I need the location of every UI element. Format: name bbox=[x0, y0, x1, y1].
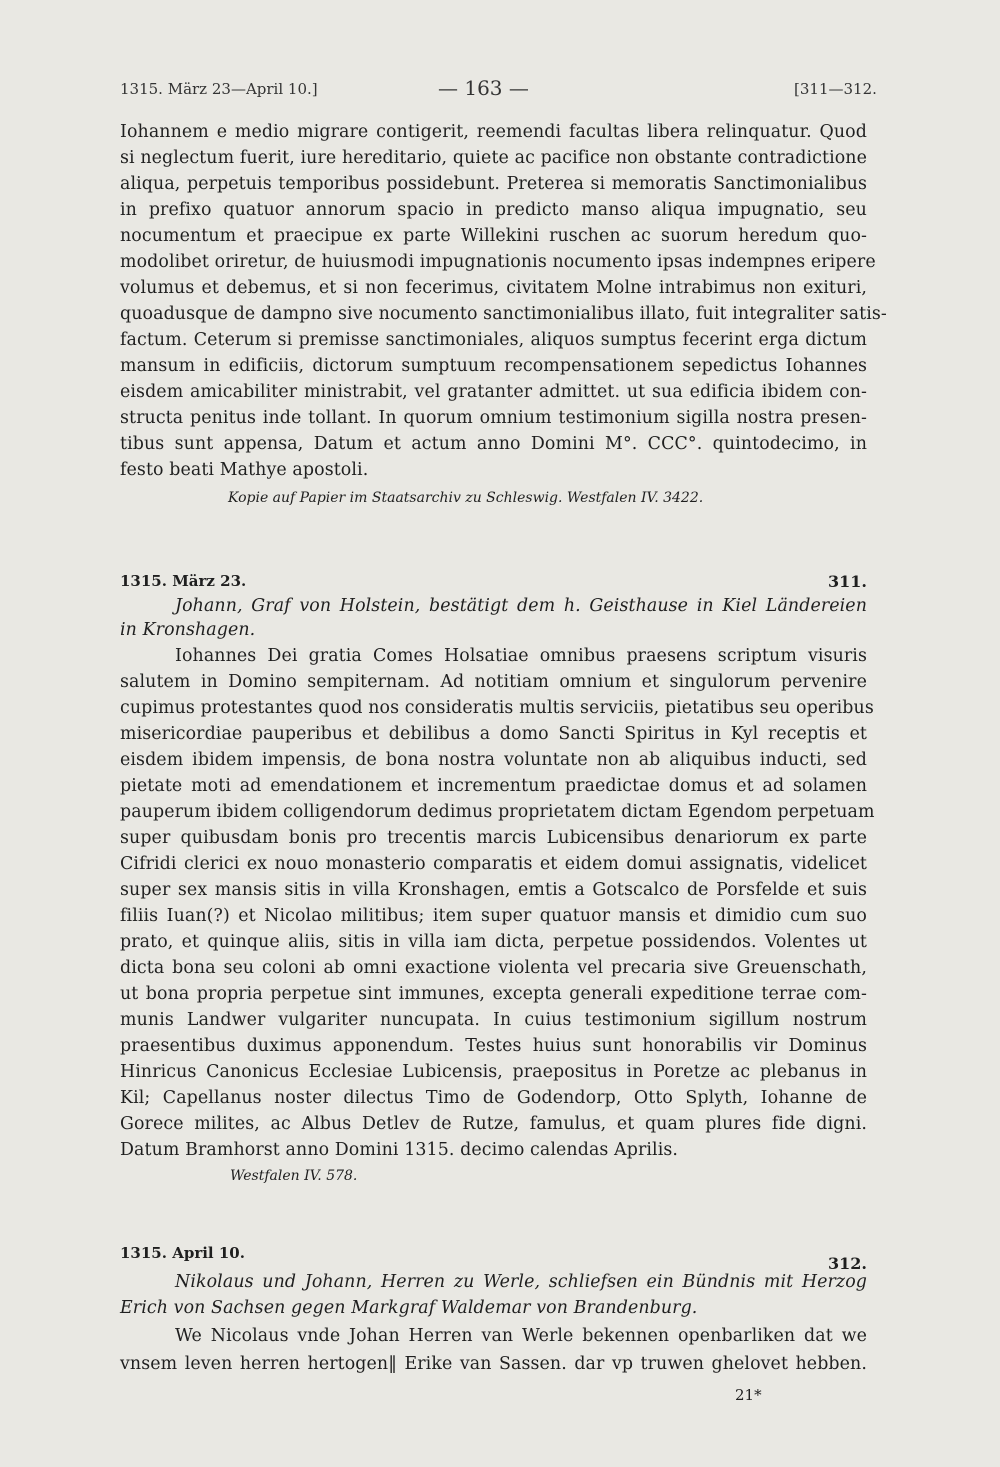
text-line: dicta bona seu coloni ab omni exactione violenta vel precaria sive Greuenschath, bbox=[120, 958, 867, 978]
entry-summary: in Kronshagen. bbox=[120, 620, 256, 640]
text-line: mansum in edificiis, dictorum sumptuum recompensationem sepedictus Iohannes bbox=[120, 356, 867, 376]
text-line: tibus sunt appensa, Datum et actum anno Domini M°. CCC°. quintodecimo, in bbox=[120, 434, 867, 454]
text-line: si neglectum fuerit, iure hereditario, quiete ac pacifice non obstante contradictione bbox=[120, 148, 867, 168]
source-note: Kopie auf Papier im Staatsarchiv zu Schleswig. Westfalen IV. 3422. bbox=[228, 490, 704, 506]
text-line: nocumentum et praecipue ex parte Willekini ruschen ac suorum heredum quo- bbox=[120, 226, 867, 246]
text-line: praesentibus duximus apponendum. Testes huius sunt honorabilis vir Dominus bbox=[120, 1036, 867, 1056]
text-line: Datum Bramhorst anno Domini 1315. decimo calendas Aprilis. bbox=[120, 1140, 679, 1160]
entry-summary: Erich von Sachsen gegen Markgraf Waldemar von Brandenburg. bbox=[120, 1298, 698, 1318]
text-line: Cifridi clerici ex nouo monasterio comparatis et eidem domui assignatis, videlicet bbox=[120, 854, 867, 874]
header-left: 1315. März 23—April 10.] bbox=[120, 80, 318, 98]
text-line: prato, et quinque aliis, sitis in villa iam dicta, perpetue possidendos. Volentes ut bbox=[120, 932, 867, 952]
text-line: in prefixo quatuor annorum spacio in predicto manso aliqua impugnatio, seu bbox=[120, 200, 867, 220]
entry-summary: Johann, Graf von Holstein, bestätigt dem h. Geisthause in Kiel Ländereien bbox=[175, 596, 867, 616]
text-line: filiis Iuan(?) et Nicolao militibus; item super quatuor mansis et dimidio cum suo bbox=[120, 906, 867, 926]
text-line: munis Landwer vulgariter nuncupata. In cuius testimonium sigillum nostrum bbox=[120, 1010, 867, 1030]
text-line: Iohannem e medio migrare contigerit, reemendi facultas libera relinquatur. Quod bbox=[120, 122, 867, 142]
header-right: [311—312. bbox=[794, 80, 877, 98]
text-line: Kil; Capellanus noster dilectus Timo de Godendorp, Otto Splyth, Iohanne de bbox=[120, 1088, 867, 1108]
text-line: We Nicolaus vnde Johan Herren van Werle bekennen openbarliken dat we bbox=[175, 1326, 867, 1346]
entry-number: 312. bbox=[828, 1254, 867, 1273]
entry-date: 1315. April 10. bbox=[120, 1244, 245, 1262]
entry-date: 1315. März 23. bbox=[120, 572, 247, 590]
text-line: eisdem amicabiliter ministrabit, vel gratanter admittet. ut sua edificia ibidem con- bbox=[120, 382, 867, 402]
text-line: festo beati Mathye apostoli. bbox=[120, 460, 369, 480]
text-line: salutem in Domino sempiternam. Ad notitiam omnium et singulorum pervenire bbox=[120, 672, 867, 692]
source-note: Westfalen IV. 578. bbox=[230, 1168, 358, 1184]
text-line: Gorece milites, ac Albus Detlev de Rutze, famulus, et quam plures fide digni. bbox=[120, 1114, 867, 1134]
text-line: aliqua, perpetuis temporibus possidebunt. Preterea si memoratis Sanctimonialibus bbox=[120, 174, 867, 194]
text-line: vnsem leven herren hertogen‖ Erike van Sassen. dar vp truwen ghelovet hebben. bbox=[120, 1354, 867, 1374]
signature-mark: 21* bbox=[735, 1386, 762, 1404]
page-number: — 163 — bbox=[438, 76, 529, 100]
entry-summary: Nikolaus und Johann, Herren zu Werle, schliefsen ein Bündnis mit Herzog bbox=[175, 1272, 867, 1292]
text-line: modolibet oriretur, de huiusmodi impugnationis nocumento ipsas indempnes eripere bbox=[120, 252, 876, 272]
text-line: misericordiae pauperibus et debilibus a domo Sancti Spiritus in Kyl receptis et bbox=[120, 724, 867, 744]
text-line: eisdem ibidem impensis, de bona nostra voluntate non ab aliquibus inducti, sed bbox=[120, 750, 867, 770]
text-line: super quibusdam bonis pro trecentis marcis Lubicensibus denariorum ex parte bbox=[120, 828, 867, 848]
text-line: volumus et debemus, et si non fecerimus, civitatem Molne intrabimus non exituri, bbox=[120, 278, 867, 298]
text-line: pauperum ibidem colligendorum dedimus proprietatem dictam Egendom perpetuam bbox=[120, 802, 875, 822]
text-line: pietate moti ad emendationem et incrementum praedictae domus et ad solamen bbox=[120, 776, 867, 796]
entry-number: 311. bbox=[828, 572, 867, 591]
text-line: ut bona propria perpetue sint immunes, excepta generali expeditione terrae com- bbox=[120, 984, 867, 1004]
text-line: cupimus protestantes quod nos consideratis multis serviciis, pietatibus seu operibus bbox=[120, 698, 874, 718]
text-line: Iohannes Dei gratia Comes Holsatiae omnibus praesens scriptum visuris bbox=[175, 646, 867, 666]
text-line: Hinricus Canonicus Ecclesiae Lubicensis, praepositus in Poretze ac plebanus in bbox=[120, 1062, 867, 1082]
text-line: super sex mansis sitis in villa Kronshagen, emtis a Gotscalco de Porsfelde et suis bbox=[120, 880, 867, 900]
text-line: structa penitus inde tollant. In quorum omnium testimonium sigilla nostra presen- bbox=[120, 408, 867, 428]
text-line: quoadusque de dampno sive nocumento sanctimonialibus illato, fuit integraliter satis- bbox=[120, 304, 887, 324]
text-line: factum. Ceterum si premisse sanctimoniales, aliquos sumptus fecerint erga dictum bbox=[120, 330, 867, 350]
